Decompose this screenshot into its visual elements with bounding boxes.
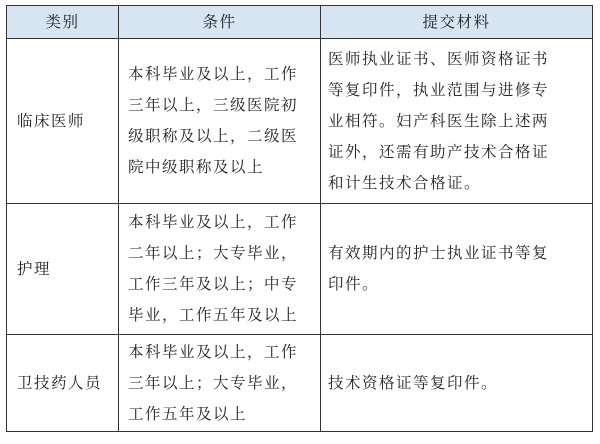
materials-line: 有效期内的护士执业证书等复 [328, 244, 550, 262]
table-row [7, 335, 593, 432]
conditions-line: 毕业，工作五年及以上 [128, 306, 299, 324]
category-cell: 护理 [7, 204, 119, 335]
materials-line: 和计生技术合格证。 [328, 173, 482, 192]
conditions-line: 级职称及以上，二级医 [128, 127, 299, 145]
materials-cell [321, 335, 593, 432]
conditions-cell [119, 335, 321, 432]
materials-line: 证外，还需有助产技术合格证 [328, 142, 550, 161]
category-cell: 临床医师 [7, 39, 119, 204]
materials-line: 印件。 [328, 275, 380, 293]
conditions-line: 本科毕业及以上，工作 [128, 342, 299, 361]
materials-line: 医师执业证书、医师资格证书 [328, 49, 550, 68]
materials-line: 业相符。妇产科医生除上述两 [328, 111, 550, 130]
header-materials: 提交材料 [321, 6, 593, 39]
table-header-row [7, 6, 593, 39]
conditions-line: 院中级职称及以上 [128, 158, 265, 176]
conditions-line: 本科毕业及以上，工作 [128, 65, 299, 83]
conditions-line: 二年以上；大专毕业， [128, 244, 299, 262]
header-category: 类别 [7, 6, 119, 39]
conditions-cell [119, 204, 321, 335]
materials-line: 等复印件，执业范围与进修专 [328, 80, 550, 99]
conditions-line: 本科毕业及以上，工作 [128, 213, 299, 231]
conditions-line: 工作三年及以上；中专 [128, 275, 299, 293]
conditions-cell [119, 39, 321, 204]
header-conditions: 条件 [119, 6, 321, 39]
table-row [7, 39, 593, 204]
materials-line: 技术资格证等复印件。 [328, 373, 499, 392]
table-row [7, 204, 593, 335]
category-cell: 卫技药人员 [7, 335, 119, 432]
materials-cell [321, 204, 593, 335]
conditions-line: 工作五年及以上 [128, 404, 248, 423]
requirements-table [6, 5, 593, 432]
conditions-line: 三年以上，三级医院初 [128, 96, 299, 114]
materials-cell [321, 39, 593, 204]
conditions-line: 三年以上；大专毕业， [128, 373, 299, 392]
